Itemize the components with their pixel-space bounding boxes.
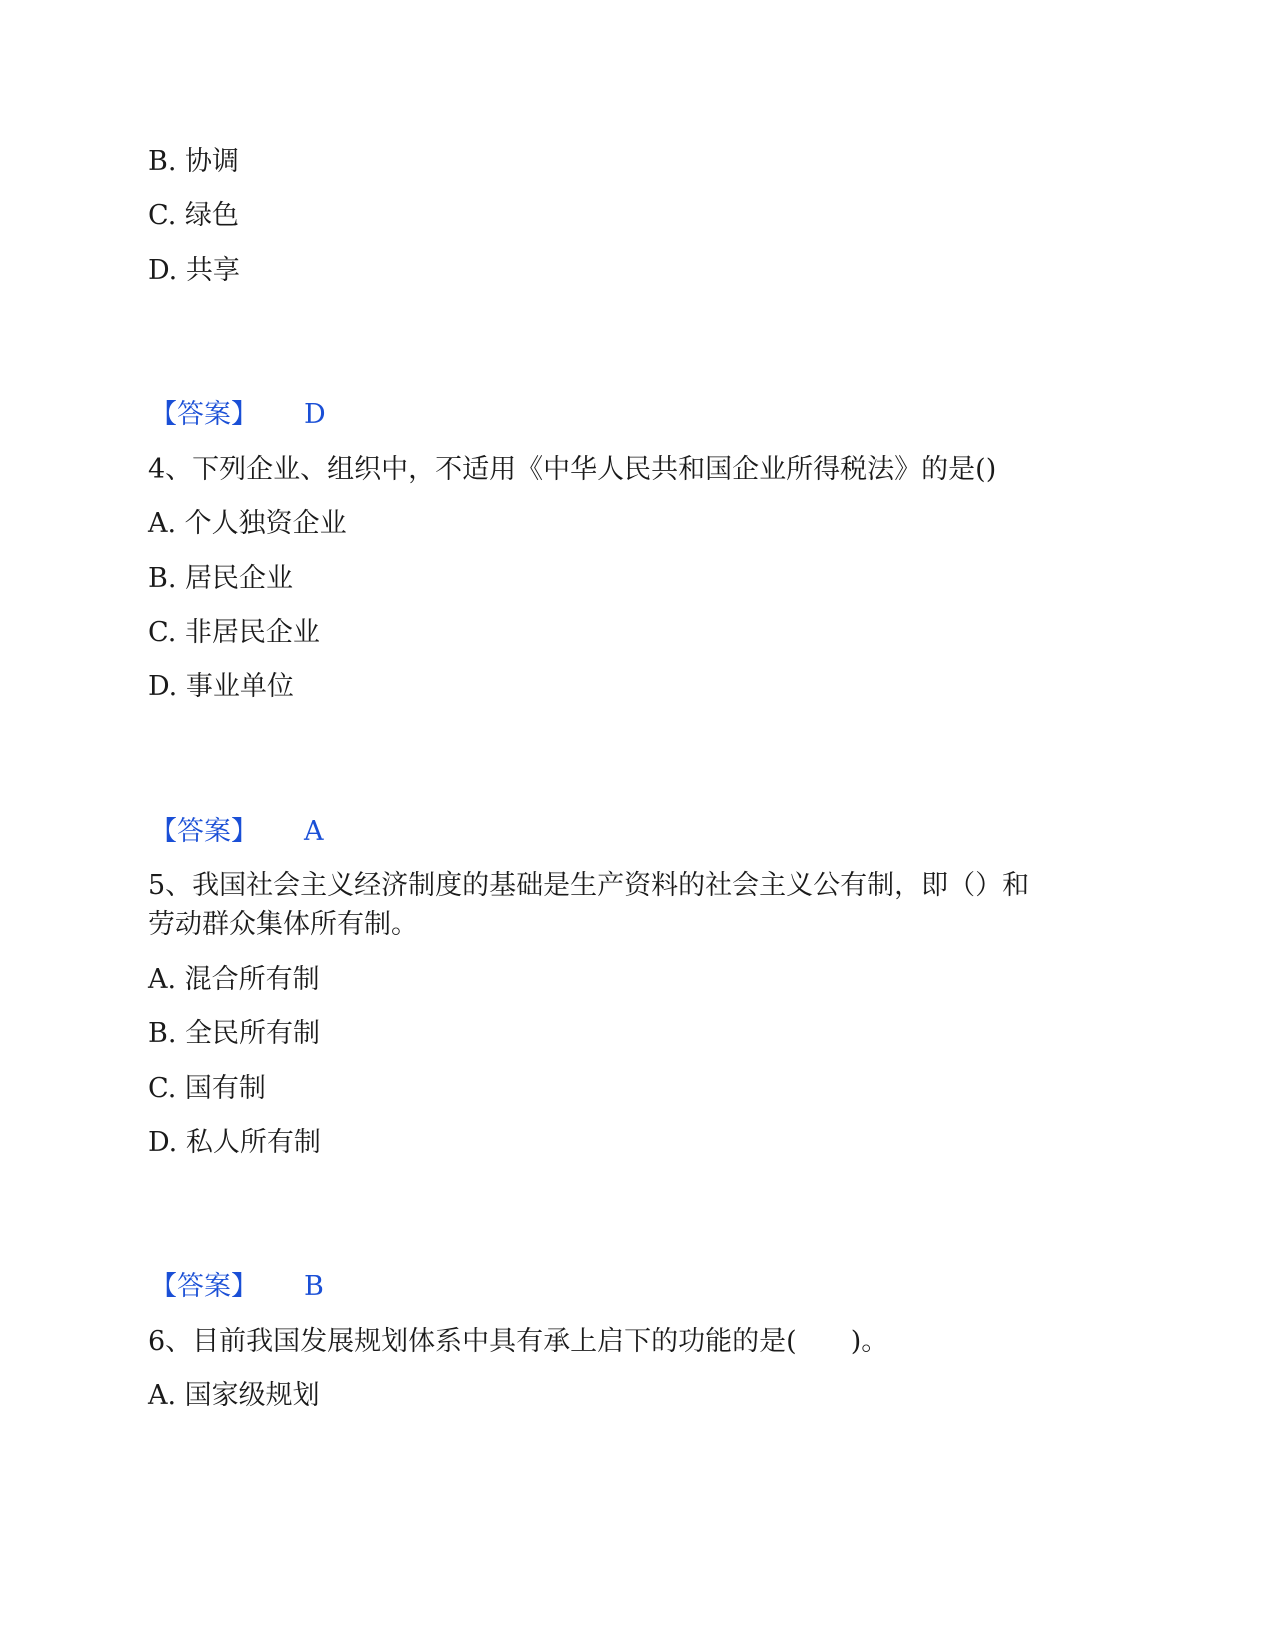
q5-answer bbox=[150, 1271, 324, 1303]
q4-answer bbox=[150, 816, 324, 848]
q3-option-d: D. 共享 bbox=[148, 255, 240, 286]
q3-answer-label: 【答案】 bbox=[150, 399, 258, 430]
q4-option-a: A. 个人独资企业 bbox=[148, 508, 347, 539]
q3-answer-value: D bbox=[304, 399, 326, 430]
q5-answer-label: 【答案】 bbox=[150, 1271, 258, 1302]
q5-question-line-1: 5、我国社会主义经济制度的基础是生产资料的社会主义公有制，即（）和 bbox=[148, 870, 1030, 901]
q5-option-b: B. 全民所有制 bbox=[148, 1018, 321, 1049]
q3-option-b: B. 协调 bbox=[148, 146, 240, 177]
q4-question: 4、下列企业、组织中，不适用《中华人民共和国企业所得税法》的是() bbox=[148, 454, 997, 485]
q5-question-line-2: 劳动群众集体所有制。 bbox=[148, 909, 418, 940]
q4-option-b: B. 居民企业 bbox=[148, 563, 294, 594]
q6-question: 6、目前我国发展规划体系中具有承上启下的功能的是( )。 bbox=[148, 1326, 889, 1357]
q3-option-c: C. 绿色 bbox=[148, 200, 239, 231]
q3-answer bbox=[150, 399, 326, 431]
q4-option-c: C. 非居民企业 bbox=[148, 617, 320, 648]
q5-option-c: C. 国有制 bbox=[148, 1073, 266, 1104]
q5-option-d: D. 私人所有制 bbox=[148, 1127, 321, 1158]
q6-option-a: A. 国家级规划 bbox=[148, 1380, 320, 1411]
q4-answer-value: A bbox=[304, 816, 324, 847]
q5-option-a: A. 混合所有制 bbox=[148, 964, 320, 995]
q4-option-d: D. 事业单位 bbox=[148, 671, 294, 702]
q4-answer-label: 【答案】 bbox=[150, 816, 258, 847]
q5-answer-value: B bbox=[304, 1271, 324, 1302]
